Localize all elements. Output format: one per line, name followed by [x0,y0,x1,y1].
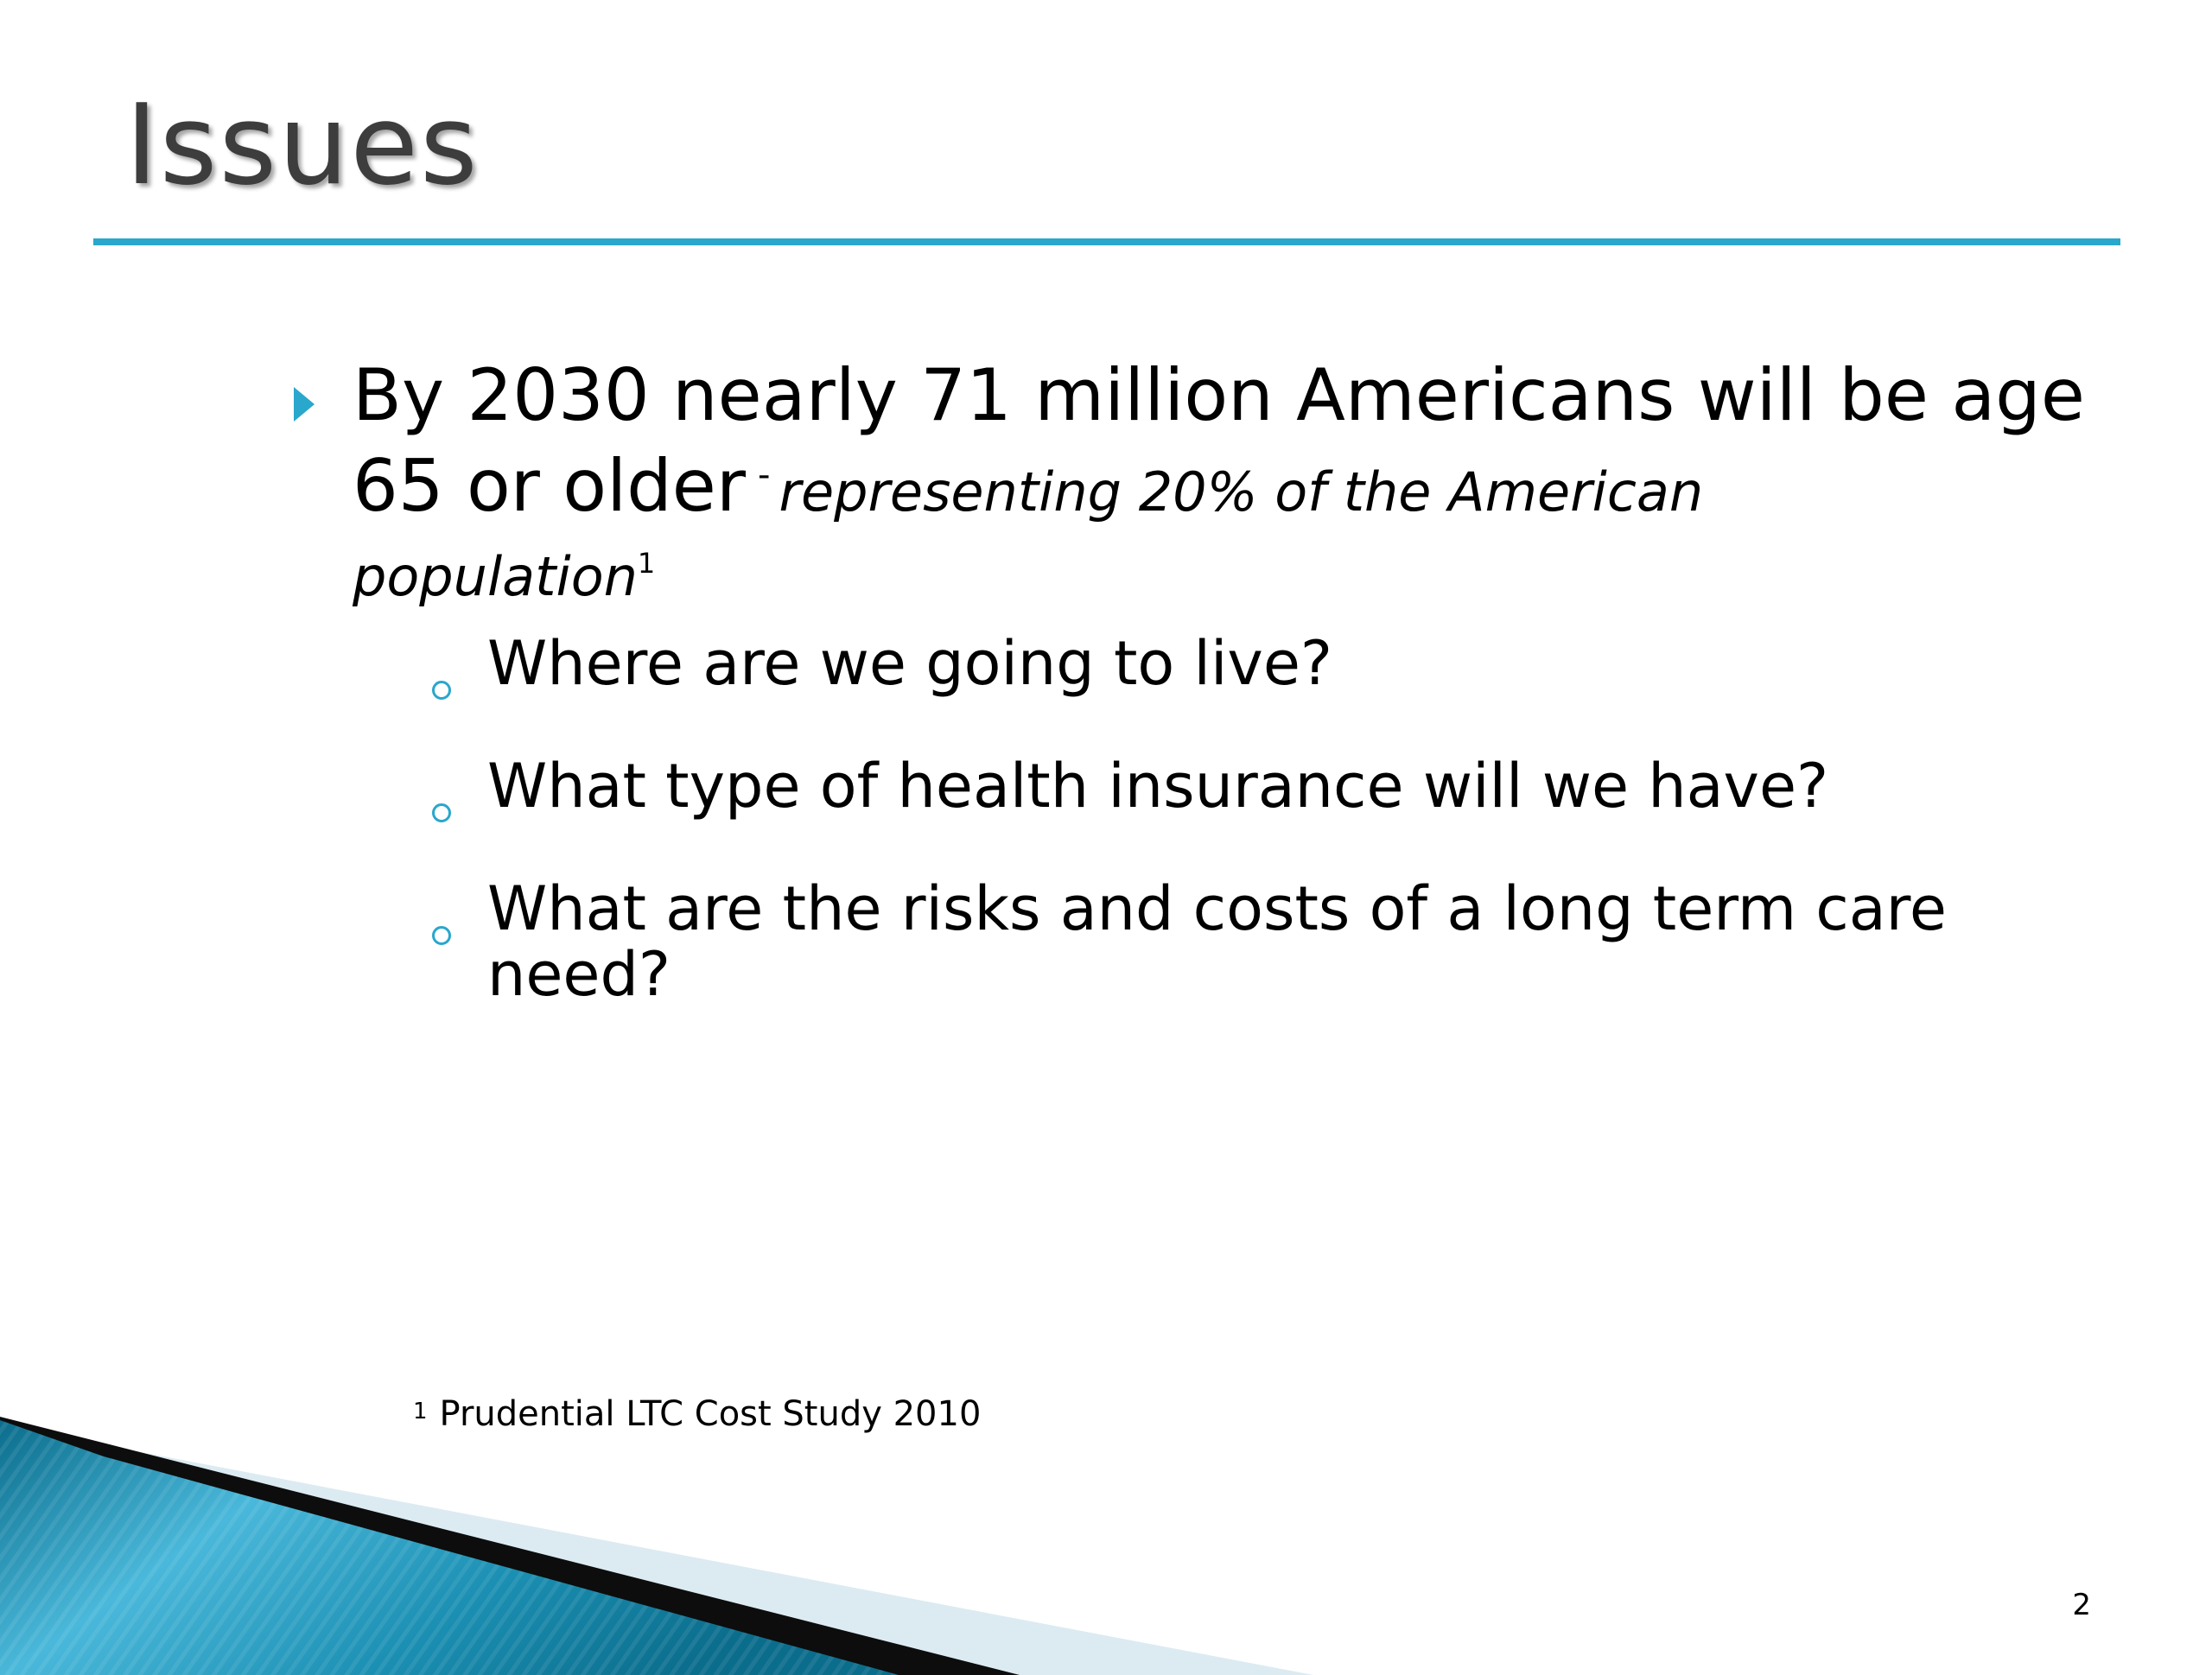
circle-bullet-icon [432,681,451,700]
main-bullet-tail-end: population [353,545,638,608]
main-bullet-tail-end-line [353,529,2115,612]
main-bullet-lead: By 2030 nearly 71 million Americans will be age 65 or older [353,353,2085,528]
sub-bullet-text: What are the risks and costs of a long term care need? [487,873,1947,1010]
slide-title: Issues [125,81,480,210]
footnote-reference: 1 [637,547,656,580]
triangle-bullet-icon [294,387,315,422]
sub-bullet-text: What type of health insurance will we have? [487,751,1829,822]
footnote-text: Prudential LTC Cost Study 2010 [439,1394,982,1434]
circle-bullet-icon [432,803,451,822]
corner-decoration [0,1365,1382,1675]
main-bullet-tail: representing 20% of the American [779,460,1704,523]
sub-bullet-text: Where are we going to live? [487,628,1333,699]
main-bullet [353,353,2115,612]
footnote-number: 1 [413,1399,428,1424]
circle-bullet-icon [432,926,451,945]
main-bullet-dash: - [758,455,771,495]
page-number: 2 [2072,1588,2091,1622]
